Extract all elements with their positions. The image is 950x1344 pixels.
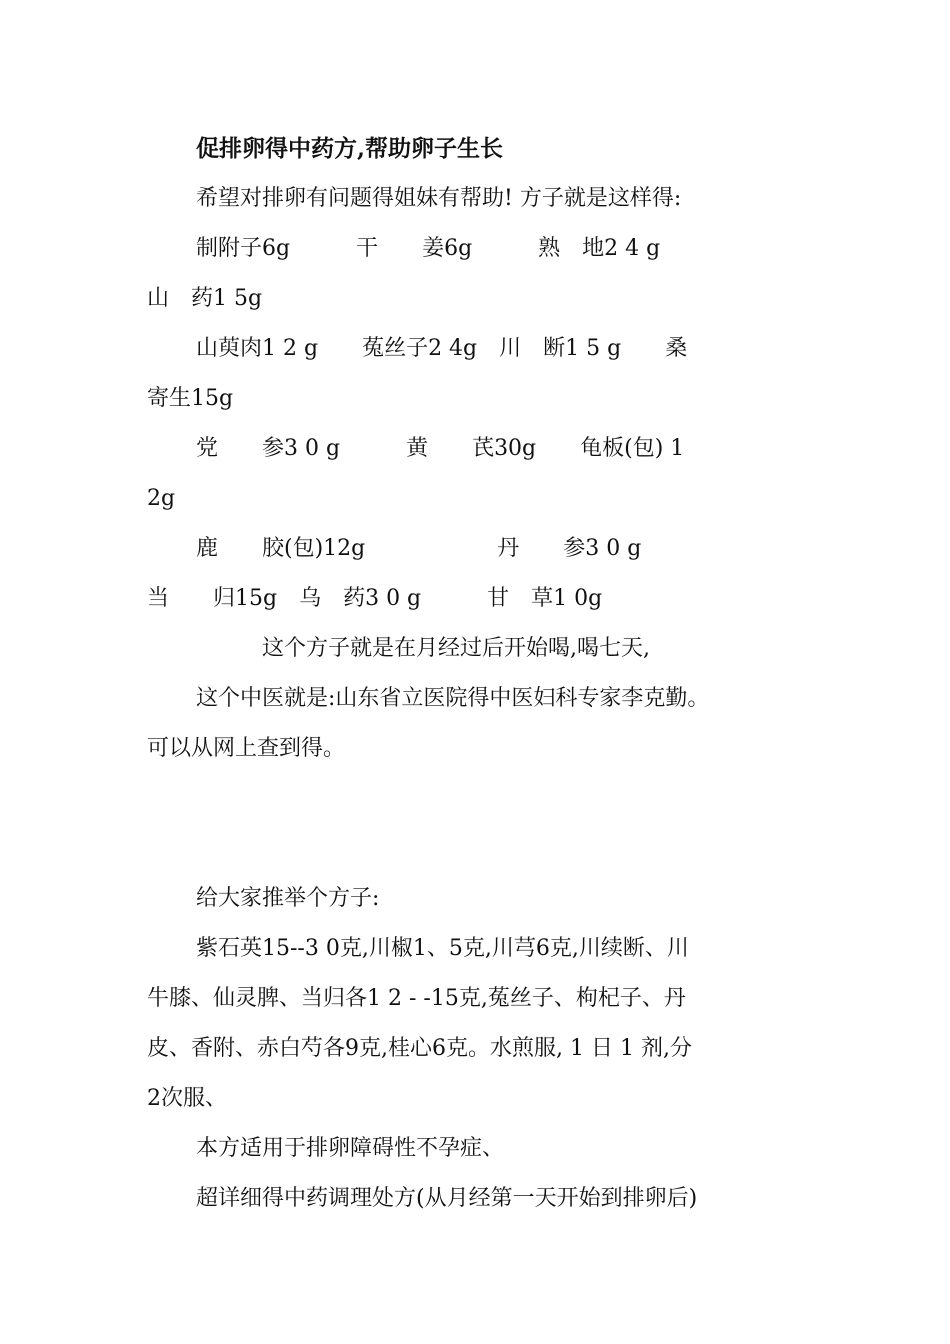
recipe-line: 当 归15g 乌 药3 0 g 甘 草1 0g <box>147 586 603 611</box>
recommend-line: 紫石英15--3 0克,川椒1、5克,川芎6克,川续断、川 <box>196 936 689 961</box>
recipe-line: 山萸肉1 2 g 菟丝子2 4g 川 断1 5 g 桑 <box>196 336 688 361</box>
doctor-paragraph: 这个中医就是:山东省立医院得中医妇科专家李克勤。 <box>196 686 710 711</box>
recommend-line: 皮、香附、赤白芍各9克,桂心6克。水煎服, 1 日 1 剂,分 <box>147 1036 692 1061</box>
recommend-line: 牛膝、仙灵脾、当归各1 2 - -15克,菟丝子、枸杞子、丹 <box>147 986 686 1011</box>
recipe-line: 2g <box>147 486 176 511</box>
recommend-heading: 给大家推举个方子: <box>196 886 380 911</box>
intro-paragraph: 希望对排卵有问题得姐妹有帮助! 方子就是这样得: <box>196 186 682 211</box>
indication-paragraph: 本方适用于排卵障碍性不孕症、 <box>196 1136 505 1161</box>
usage-paragraph: 这个方子就是在月经过后开始喝,喝七天, <box>262 636 650 661</box>
document-title: 促排卵得中药方,帮助卵子生长 <box>196 135 504 162</box>
recommend-line: 2次服、 <box>147 1086 227 1111</box>
recipe-line: 山 药1 5g <box>147 286 263 311</box>
recipe-line: 制附子6g 干 姜6g 熟 地2 4 g <box>196 236 661 261</box>
recipe-line: 鹿 胶(包)12g 丹 参3 0 g <box>196 536 642 561</box>
recipe-line: 寄生15g <box>147 386 234 411</box>
recipe-line: 党 参3 0 g 黄 芪30g 龟板(包) 1 <box>196 436 685 461</box>
detail-heading: 超详细得中药调理处方(从月经第一天开始到排卵后) <box>196 1186 698 1211</box>
doctor-paragraph-continued: 可以从网上查到得。 <box>147 736 346 761</box>
